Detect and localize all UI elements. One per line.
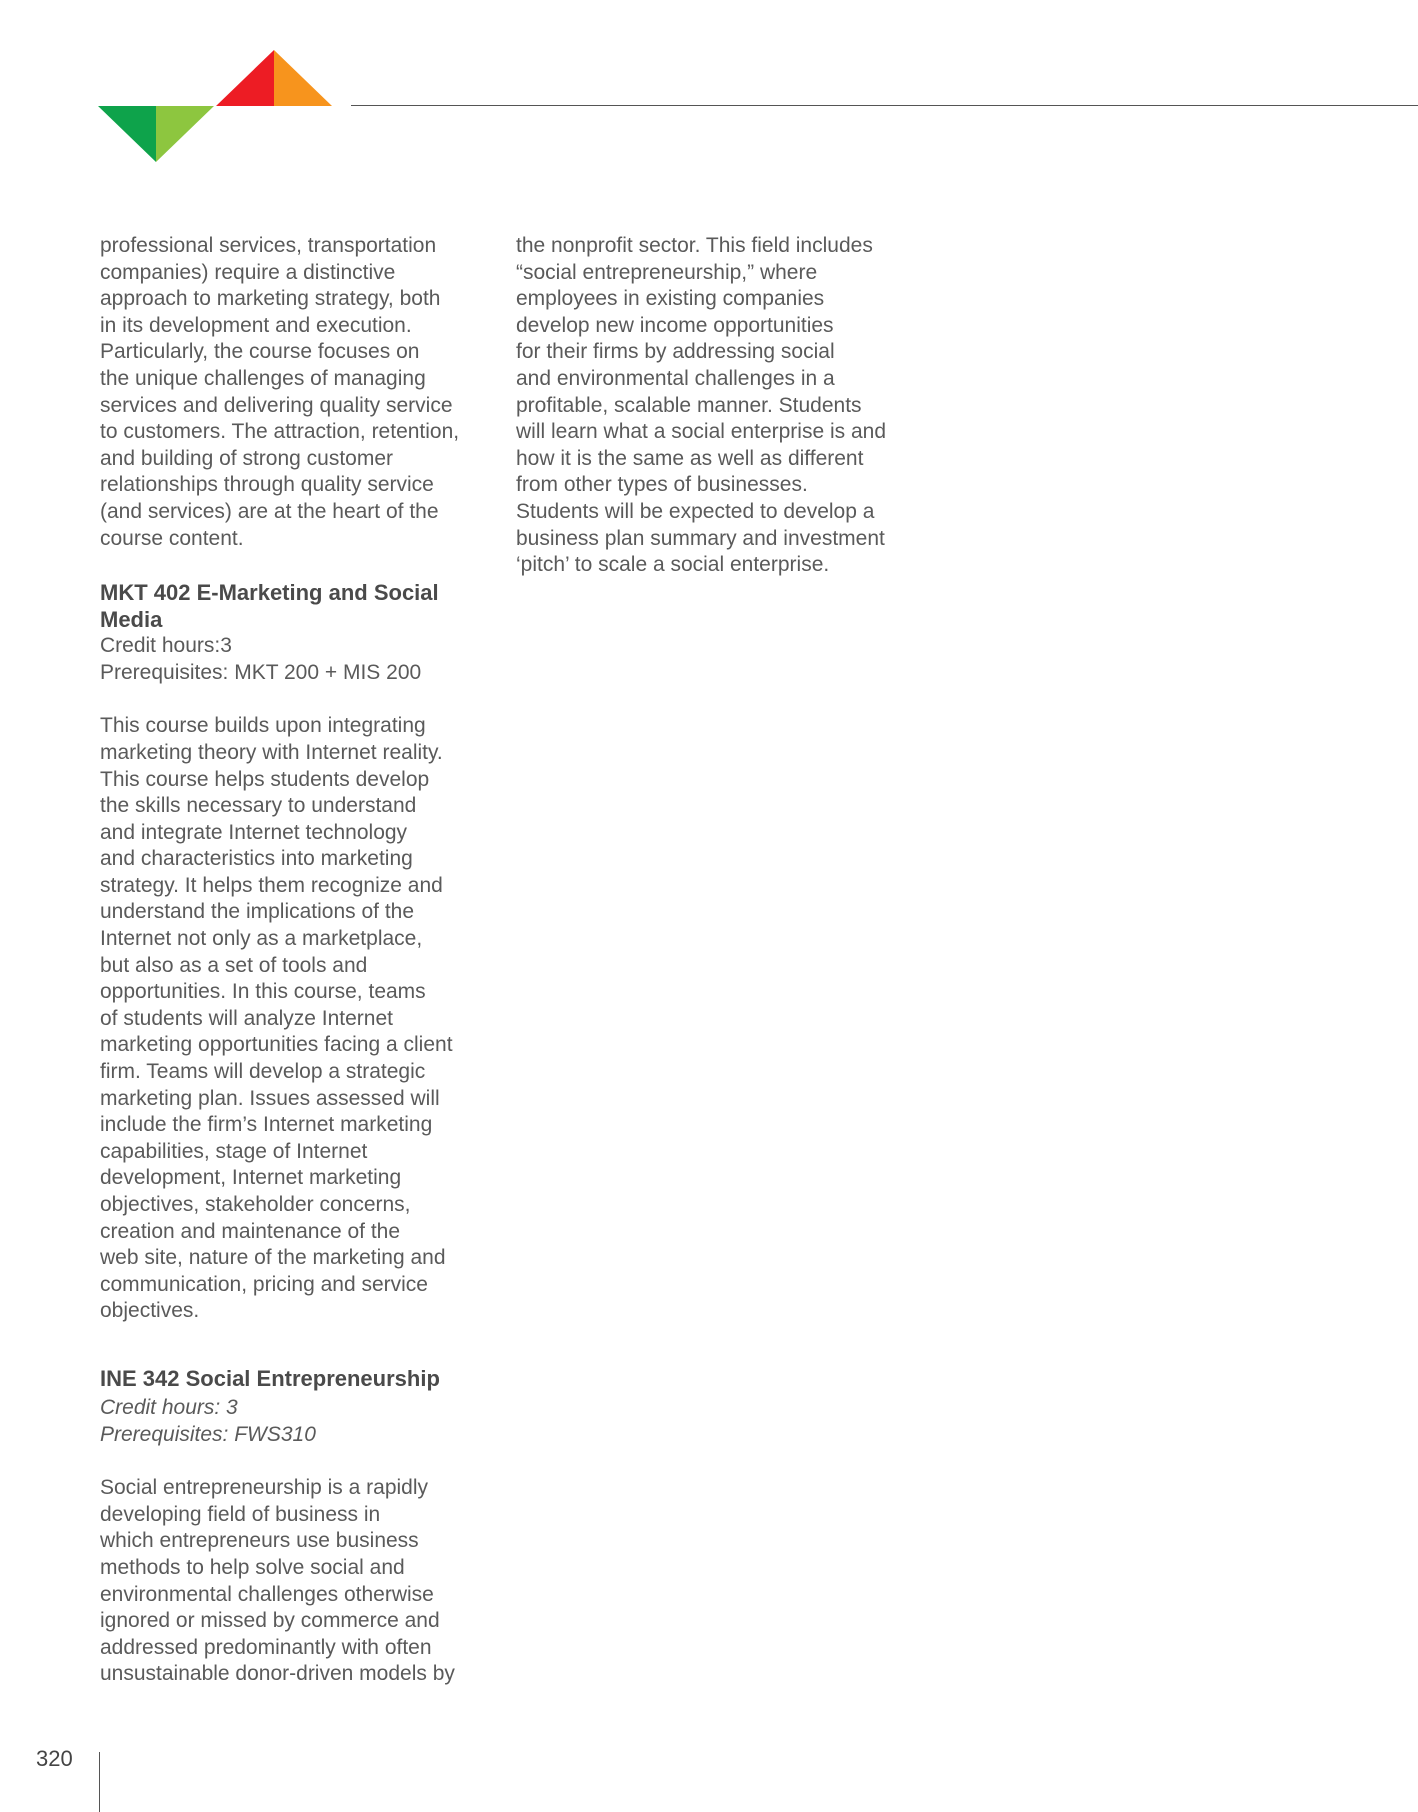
spacer [100,1325,480,1365]
dark-green-triangle [98,106,156,162]
footer-rule [99,1752,100,1812]
orange-triangle [274,50,332,106]
red-triangle [216,50,274,106]
course-description-ine342-part2: the nonprofit sector. This field includes “social entrepreneurship,” where employees in existing companies develop new income opportunities for their firms by addressing social and environmental challenges in a profitable, scalable manner. Students will learn what a social enterprise is and how it is the same as well as different from other types of businesses. Students will be expected to develop a business plan summary and investment ‘pitch’ to scale a social enterprise. [516,234,887,577]
credit-hours-mkt402: Credit hours:3 [100,634,232,658]
spacer [100,552,480,579]
prerequisites-ine342: Prerequisites: FWS310 [100,1422,316,1446]
page-number: 320 [36,1746,73,1771]
spacer [100,686,480,713]
course-description-mkt402: This course builds upon integrating marketing theory with Internet reality. This course helps students develop the skills necessary to understand and integrate Internet technology and characteristics into marketing strategy. It helps them recognize and understand the implications of the Internet not only as a marketplace, but also as a set of tools and opportunities. In this course, teams of students will analyze Internet marketing opportunities facing a client firm. Teams will develop a strategic marketing plan. Issues assessed will include the firm’s Internet marketing capabilities, stage of Internet development, Internet marketing objectives, stakeholder concerns, creation and maintenance of the web site, nature of the marketing and communication, pricing and service objectives. [100,714,453,1323]
header-rule [351,105,1418,106]
course-description-ine342-part1: Social entrepreneurship is a rapidly developing field of business in which entrepreneurs use business methods to help solve social and environmental challenges otherwise ignored or missed by commerce and addressed predominantly with often unsustainable donor-driven models by [100,1476,455,1686]
right-column [516,233,896,579]
prerequisites-mkt402: Prerequisites: MKT 200 + MIS 200 [100,660,422,684]
intro-paragraph: professional services, transportation companies) require a distinctive approach to marketing strategy, both in its development and execution. Particularly, the course focuses on the unique challenges of managing services and delivering quality service to customers. The attraction, retention, and building of strong customer relationships through quality service (and services) are at the heart of the course content. [100,234,460,550]
course-title-mkt402: MKT 402 E-Marketing and Social Media [100,580,439,633]
credit-hours-ine342: Credit hours: 3 [100,1395,238,1419]
triangles-logo-icon [98,50,334,162]
spacer [100,1448,480,1475]
left-column [100,233,480,1688]
light-green-triangle [156,106,214,162]
course-title-ine342: INE 342 Social Entrepreneurship [100,1365,440,1391]
